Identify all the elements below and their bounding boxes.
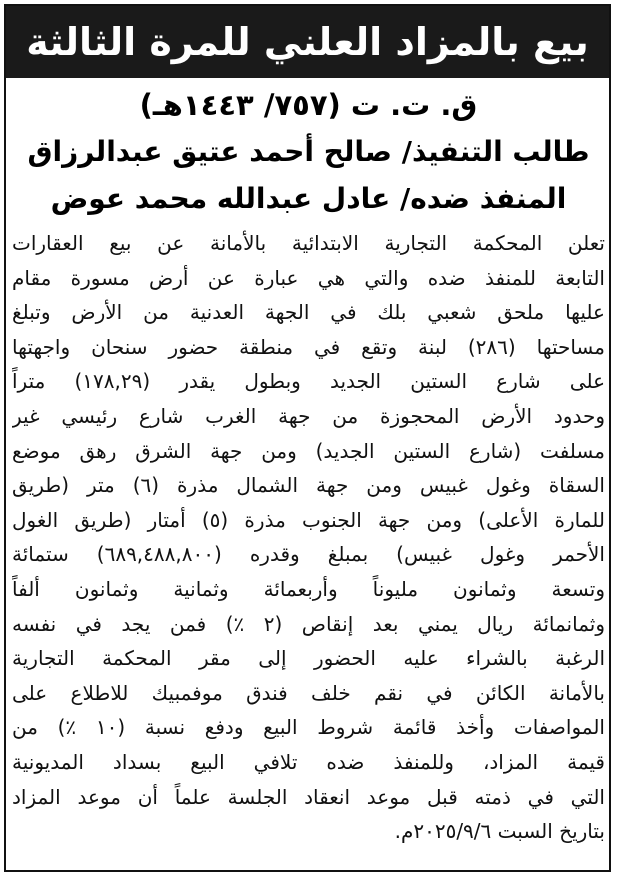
body-line-4: مساحتها (٢٨٦) لبنة وتقع في منطقة حضور سنحان واجهتها	[12, 334, 605, 359]
body-line-13: الرغبة بالشراء عليه الحضور إلى مقر المحكمة التجارية	[12, 646, 605, 671]
announcement-body	[12, 226, 605, 849]
body-line-18: بتاريخ السبت ٢٠٢٥/٩/٦م.	[394, 819, 605, 844]
body-line-8: السقاة وغول غبيس ومن جهة الشمال مذرة (٦) متر (طريق	[12, 473, 605, 498]
body-line-17: التي في ذمته قبل موعد انعقاد الجلسة علماً أن موعد المزاد	[12, 784, 605, 809]
body-line-9: للمارة الأعلى) ومن جهة الجنوب مذرة (٥) أمتار (طريق الغول	[12, 507, 605, 532]
body-line-2: التابعة للمنفذ ضده والتي هي عبارة عن أرض مسورة مقام	[12, 265, 605, 290]
body-line-11: وتسعة وثمانون مليوناً وأربعمائة وثمانية وثمانون ألفاً	[12, 576, 605, 601]
body-line-6: وحدود الأرض المحجوزة من جهة الغرب شارع رئيسي غير	[12, 403, 605, 428]
announcement-title: بيع بالمزاد العلني للمرة الثالثة	[6, 6, 609, 78]
body-line-15: المواصفات وأخذ قائمة شروط البيع ودفع نسبة (١٠ ٪) من	[12, 715, 605, 740]
body-line-12: وثمانمائة ريال يمني بعد إنقاص (٢ ٪) فمن يجد في نفسه	[12, 611, 605, 636]
body-line-16: قيمة المزاد، وللمنفذ ضده تلافي البيع بسداد المديونية	[12, 749, 605, 774]
body-line-5: على شارع الستين الجديد وبطول يقدر (١٧٨,٢٩) متراً	[12, 369, 605, 394]
body-line-1: تعلن المحكمة التجارية الابتدائية بالأمانة عن بيع العقارات	[12, 231, 605, 255]
body-line-14: بالأمانة الكائن في نقم خلف فندق موفمبيك للاطلاع على	[12, 680, 605, 705]
applicant-line: طالب التنفيذ/ صالح أحمد عتيق عبدالرزاق	[27, 135, 590, 168]
respondent-line: المنفذ ضده/ عادل عبدالله محمد عوض	[50, 182, 567, 215]
case-number: ق. ت. ت (٧٥٧/ ١٤٤٣هـ)	[139, 88, 478, 122]
body-line-10: الأحمر وغول غبيس) بمبلغ وقدره (٦٨٩,٤٨٨,٨٠٠) ستمائة	[12, 542, 605, 567]
body-line-7: مسلفت (شارع الستين الجديد) ومن جهة الشرق رهق موضع	[12, 438, 605, 463]
body-line-3: عليها ملحق شعبي بلك في الجهة العدنية من الأرض وتبلغ	[12, 300, 605, 325]
